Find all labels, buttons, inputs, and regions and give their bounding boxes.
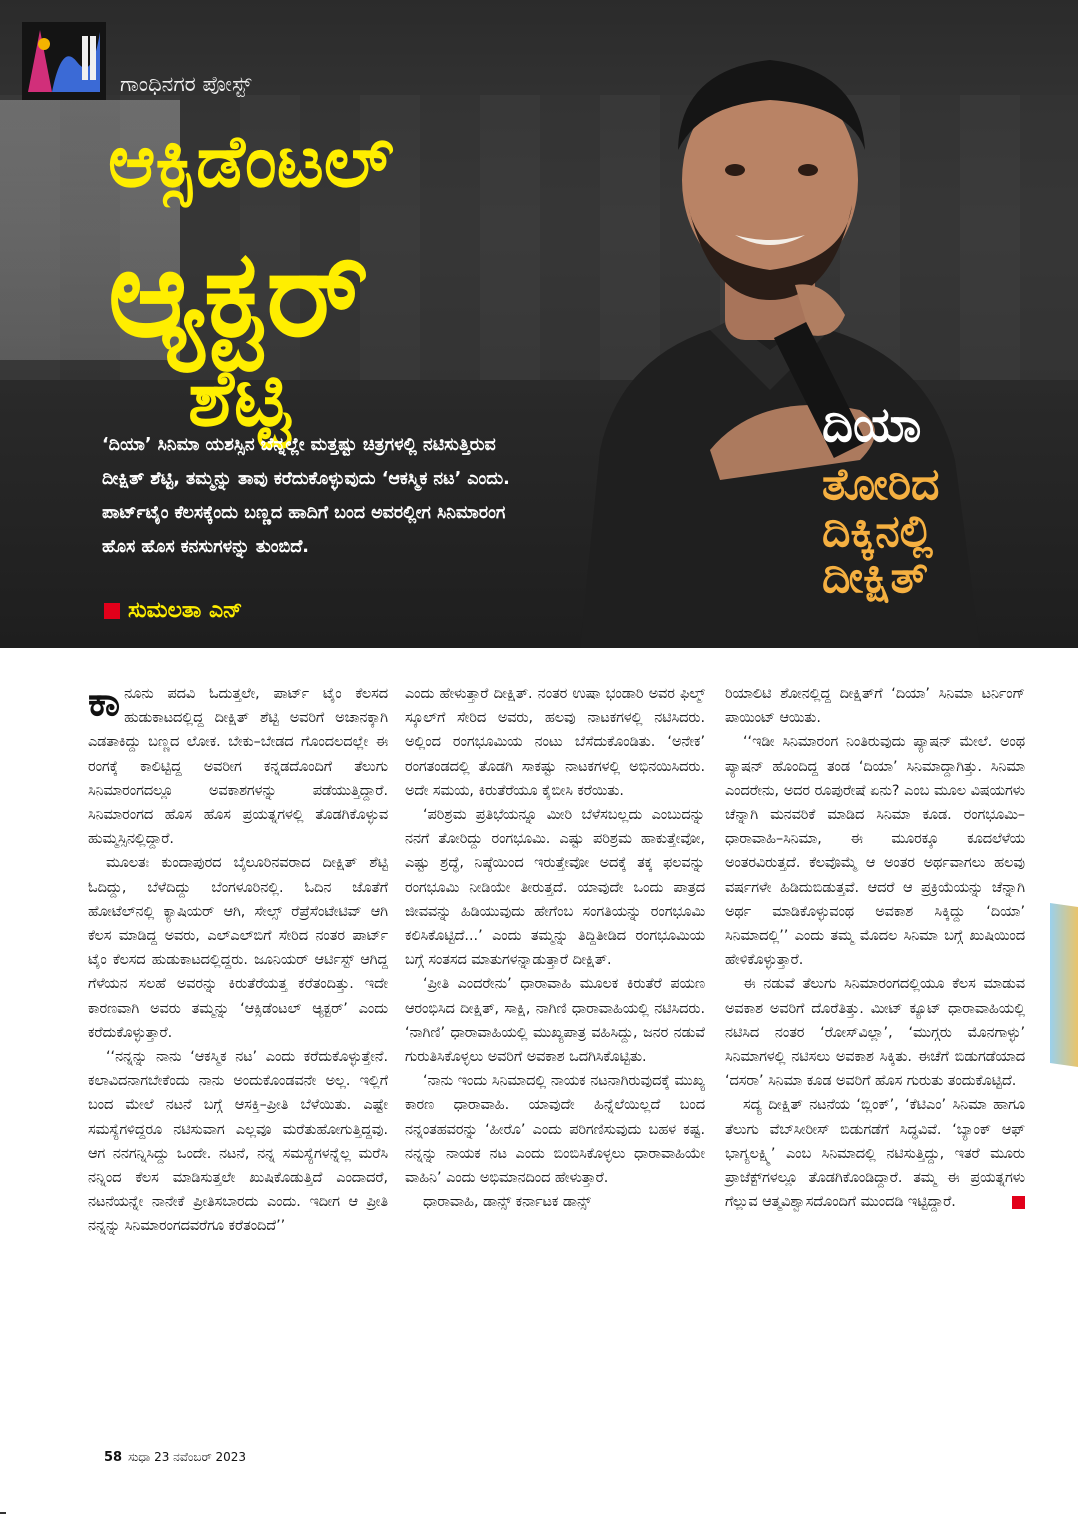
magazine-section-logo xyxy=(22,22,106,100)
article-paragraph: ‘‘ನನ್ನನ್ನು ನಾನು ‘ಆಕಸ್ಮಿಕ ನಟ’ ಎಂದು ಕರೆದುಕೊಳ್ಳುತ್ತೇನೆ. ಕಲಾವಿದನಾಗಬೇಕೆಂದು ನಾನು ಅಂದುಕೊಂಡವನೇ ಅಲ್ಲ. ಇಲ್ಲಿಗೆ ಬಂದ ಮೇಲೆ ನಟನೆ ಬಗ್ಗೆ ಆಸಕ್ತಿ–ಪ್ರೀತಿ ಬೆಳೆಯಿತು. ಎಷ್ಟೇ ಸಮಸ್ಯೆಗಳಿದ್ದರೂ ನಟಿಸುವಾಗ ಎಲ್ಲವೂ ಮರೆತುಹೋಗುತ್ತಿದ್ದವು. ಆಗ ನನಗನ್ನಿಸಿದ್ದು ಒಂದೇ. ನಟನೆ, ನನ್ನ ಸಮಸ್ಯೆಗಳನ್ನೆಲ್ಲ ಮರೆಸಿ ನನ್ನಿಂದ ಕೆಲಸ ಮಾಡಿಸುತ್ತಲೇ ಖುಷಿಕೊಡುತ್ತಿದೆ ಎಂದಾದರೆ, ನಟನೆಯನ್ನೇ ನಾನೇಕೆ ಪ್ರೀತಿಸಬಾರದು ಎಂದು. ಇದೀಗ ಆ ಪ್ರೀತಿ ನನ್ನನ್ನು ಸಿನಿಮಾರಂಗದವರೆಗೂ ಕರೆತಂದಿದೆ’’ xyxy=(88,1049,388,1235)
side-title xyxy=(822,397,940,603)
article-column-1 xyxy=(88,679,388,1239)
article-paragraph: ಧಾರಾವಾಹಿ, ಡಾನ್ಸ್ ಕರ್ನಾಟಕ ಡಾನ್ಸ್ xyxy=(423,1194,591,1211)
page-number: 58 xyxy=(104,1450,123,1465)
standfirst: ‘ದಿಯಾ’ ಸಿನಿಮಾ ಯಶಸ್ಸಿನ ಬೆನ್ನಲ್ಲೇ ಮತ್ತಷ್ಟು ಚಿತ್ರಗಳಲ್ಲಿ ನಟಿಸುತ್ತಿರುವ ದೀಕ್ಷಿತ್ ಶೆಟ್ಟಿ, ತಮ್ಮನ್ನು ತಾವು ಕರೆದುಕೊಳ್ಳುವುದು ‘ಆಕಸ್ಮಿಕ ನಟ’ ಎಂದು. ಪಾರ್ಟ್‌ಟೈಂ ಕೆಲಸಕ್ಕೆಂದು ಬಣ್ಣದ ಹಾದಿಗೆ ಬಂದ ಅವರಲ್ಲೀಗ ಸಿನಿಮಾರಂಗ ಹೊಸ ಹೊಸ ಕನಸುಗಳನ್ನು ತುಂಬಿದೆ. xyxy=(102,435,510,557)
article-paragraph: ‘ಪ್ರೀತಿ ಎಂದರೇನು’ ಧಾರಾವಾಹಿ ಮೂಲಕ ಕಿರುತೆರೆ ಪಯಣ ಆರಂಭಿಸಿದ ದೀಕ್ಷಿತ್, ಸಾಕ್ಷಿ, ನಾಗಿಣಿ ಧಾರಾವಾಹಿಯಲ್ಲಿ ನಟಿಸಿದರು. ‘ನಾಗಿಣಿ’ ಧಾರಾವಾಹಿಯಲ್ಲಿ ಮುಖ್ಯಪಾತ್ರ ವಹಿಸಿದ್ದು, ಜನರ ನಡುವೆ ಗುರುತಿಸಿಕೊಳ್ಳಲು ಅವರಿಗೆ ಅವಕಾಶ ಒದಗಿಸಿಕೊಟ್ಟಿತು. xyxy=(405,976,705,1066)
headline-line-1: ಆಕ್ಸಿಡೆಂಟಲ್ xyxy=(108,119,394,203)
end-mark-icon xyxy=(1012,1196,1025,1209)
byline-author: ಸುಮಲತಾ ಎನ್ xyxy=(128,598,243,623)
byline-marker-icon xyxy=(104,603,120,619)
article-column-3 xyxy=(725,682,1025,1214)
headline-line-2: ಆ್ಯಕ್ಟರ್ xyxy=(108,225,369,364)
article-paragraph: ಮೂಲತಃ ಕುಂದಾಪುರದ ಬೈಲೂರಿನವರಾದ ದೀಕ್ಷಿತ್ ಶೆಟ್ಟಿ ಓದಿದ್ದು, ಬೆಳೆದಿದ್ದು ಬೆಂಗಳೂರಿನಲ್ಲಿ. ಓದಿನ ಜೊತೆಗೆ ಹೋಟೆಲ್‌ನಲ್ಲಿ ಕ್ಯಾಷಿಯರ್ ಆಗಿ, ಸೇಲ್ಸ್ ರೆಪ್ರೆಸೆಂಟೇಟಿವ್ ಆಗಿ ಕೆಲಸ ಮಾಡಿದ್ದ ಅವರು, ಎಲ್‌ಎಲ್‌ಬಿಗೆ ಸೇರಿದ ನಂತರ ಪಾರ್ಟ್ ಟೈಂ ಕೆಲಸದ ಹುಡುಕಾಟದಲ್ಲಿದ್ದರು. ಜೂನಿಯರ್ ಆರ್ಟಿಸ್ಟ್ ಆಗಿದ್ದ ಗೆಳೆಯನ ಸಲಹೆ ಅವರನ್ನು ಕಿರುತೆರೆಯತ್ತ ಕರೆತಂದಿತ್ತು. ಇದೇ ಕಾರಣವಾಗಿ ಅವರು ತಮ್ಮನ್ನು ‘ಆಕ್ಸಿಡೆಂಟಲ್ ಆ್ಯಕ್ಟರ್’ ಎಂದು ಕರೆದುಕೊಳ್ಳುತ್ತಾರೆ. xyxy=(88,855,388,1041)
page-footer xyxy=(104,1450,246,1465)
article-paragraph: ಸದ್ಯ ದೀಕ್ಷಿತ್ ನಟನೆಯ ‘ಬ್ಲಿಂಕ್’, ‘ಕೆಟಿಎಂ’ ಸಿನಿಮಾ ಹಾಗೂ ತೆಲುಗು ವೆಬ್‌ಸೀರೀಸ್ ಬಿಡುಗಡೆಗೆ ಸಿದ್ಧವಿವೆ. ‘ಬ್ಯಾಂಕ್ ಆಫ್ ಭಾಗ್ಯಲಕ್ಷ್ಮಿ’ ಎಂಬ ಸಿನಿಮಾದಲ್ಲಿ ನಟಿಸುತ್ತಿದ್ದು, ಇತರೆ ಮೂರು ಪ್ರಾಜೆಕ್ಟ್‌ಗಳಲ್ಲೂ ತೊಡಗಿಕೊಂಡಿದ್ದಾರೆ. ತಮ್ಮ ಈ ಪ್ರಯತ್ನಗಳು ಗೆಲ್ಲುವ ಆತ್ಮವಿಶ್ವಾಸದೊಂದಿಗೆ ಮುಂದಡಿ ಇಟ್ಟಿದ್ದಾರೆ. xyxy=(725,1097,1025,1211)
issue-info: ಸುಧಾ 23 ನವೆಂಬರ್ 2023 xyxy=(128,1450,247,1464)
article-paragraph: ‘‘ಇಡೀ ಸಿನಿಮಾರಂಗ ನಿಂತಿರುವುದು ಪ್ಯಾಷನ್ ಮೇಲೆ. ಅಂಥ ಪ್ಯಾಷನ್ ಹೊಂದಿದ್ದ ತಂಡ ‘ದಿಯಾ’ ಸಿನಿಮಾದ್ದಾಗಿತ್ತು. ಸಿನಿಮಾ ಎಂದರೇನು, ಅದರ ರೂಪುರೇಷೆ ಏನು? ಎಂಬ ಮೂಲ ವಿಷಯಗಳು ಚೆನ್ನಾಗಿ ಮನವರಿಕೆ ಮಾಡಿದ ಸಿನಿಮಾ ಕೂಡ. ರಂಗಭೂಮಿ–ಧಾರಾವಾಹಿ–ಸಿನಿಮಾ, ಈ ಮೂರಕ್ಕೂ ಕೂದಲೆಳೆಯ ಅಂತರವಿರುತ್ತದೆ. ಕೆಲವೊಮ್ಮೆ ಆ ಅಂತರ ಅರ್ಥವಾಗಲು ಹಲವು ವರ್ಷಗಳೇ ಹಿಡಿದುಬಿಡುತ್ತವೆ. ಆದರೆ ಆ ಪ್ರಕ್ರಿಯೆಯನ್ನು ಚೆನ್ನಾಗಿ ಅರ್ಥ ಮಾಡಿಕೊಳ್ಳುವಂಥ ಅವಕಾಶ ಸಿಕ್ಕಿದ್ದು ‘ದಿಯಾ’ ಸಿನಿಮಾದಲ್ಲಿ’’ ಎಂದು ತಮ್ಮ ಮೊದಲ ಸಿನಿಮಾ ಬಗ್ಗೆ ಖುಷಿಯಿಂದ ಹೇಳಿಕೊಳ್ಳುತ್ತಾರೆ. xyxy=(725,734,1025,969)
article-paragraph: ಕಾನೂನು ಪದವಿ ಓದುತ್ತಲೇ, ಪಾರ್ಟ್ ಟೈಂ ಕೆಲಸದ ಹುಡುಕಾಟದಲ್ಲಿದ್ದ ದೀಕ್ಷಿತ್ ಶೆಟ್ಟಿ ಅವರಿಗೆ ಅಚಾನಕ್ಕಾಗಿ ಎಡತಾಕಿದ್ದು ಬಣ್ಣದ ಲೋಕ. ಬೇಕು–ಬೇಡದ ಗೊಂದಲದಲ್ಲೇ ಈ ರಂಗಕ್ಕೆ ಕಾಲಿಟ್ಟಿದ್ದ ಅವರೀಗ ಕನ್ನಡದೊಂದಿಗೆ ತೆಲುಗು ಸಿನಿಮಾರಂಗದಲ್ಲೂ ಅವಕಾಶಗಳನ್ನು ಪಡೆಯುತ್ತಿದ್ದಾರೆ. ಸಿನಿಮಾರಂಗದ ಹೊಸ ಹೊಸ ಪ್ರಯತ್ನಗಳಲ್ಲಿ ತೊಡಗಿಕೊಳ್ಳುವ ಹುಮ್ಮಸ್ಸಿನಲ್ಲಿದ್ದಾರೆ. xyxy=(88,679,388,848)
byline xyxy=(104,598,242,623)
hero-banner xyxy=(0,0,1078,648)
article-column-2 xyxy=(405,682,705,1214)
side-title-line-2: ತೋರಿದ xyxy=(822,459,940,511)
section-label: ಗಾಂಧಿನಗರ ಪೋಸ್ಟ್ xyxy=(120,72,252,96)
article-paragraph: ‘ಪರಿಶ್ರಮ ಪ್ರತಿಭೆಯನ್ನೂ ಮೀರಿ ಬೆಳೆಸಬಲ್ಲದು ಎಂಬುದನ್ನು ನನಗೆ ತೋರಿದ್ದು ರಂಗಭೂಮಿ. ಎಷ್ಟು ಪರಿಶ್ರಮ ಹಾಕುತ್ತೇವೋ, ಎಷ್ಟು ಶ್ರದ್ಧೆ, ನಿಷ್ಠೆಯಿಂದ ಇರುತ್ತೇವೋ ಅದಕ್ಕೆ ತಕ್ಕ ಫಲವನ್ನು ರಂಗಭೂಮಿ ನೀಡಿಯೇ ತೀರುತ್ತದೆ. ಯಾವುದೇ ಒಂದು ಪಾತ್ರದ ಜೀವವನ್ನು ಹಿಡಿಯುವುದು ಹೇಗೆಂಬ ಸಂಗತಿಯನ್ನು ರಂಗಭೂಮಿ ಕಲಿಸಿಕೊಟ್ಟಿದೆ...’ ಎಂದು ತಮ್ಮನ್ನು ತಿದ್ದಿತೀಡಿದ ರಂಗಭೂಮಿಯ ಬಗ್ಗೆ ಸಂತಸದ ಮಾತುಗಳನ್ನಾಡುತ್ತಾರೆ ದೀಕ್ಷಿತ್. xyxy=(405,807,705,969)
side-title-line-1: ದಿಯಾ xyxy=(822,397,922,453)
drop-cap: ಕಾ xyxy=(88,679,121,725)
article-paragraph: ‘ನಾನು ಇಂದು ಸಿನಿಮಾದಲ್ಲಿ ನಾಯಕ ನಟನಾಗಿರುವುದಕ್ಕೆ ಮುಖ್ಯ ಕಾರಣ ಧಾರಾವಾಹಿ. ಯಾವುದೇ ಹಿನ್ನೆಲೆಯಿಲ್ಲದೆ ಬಂದ ನನ್ನಂತಹವರನ್ನು ‘ಹೀರೊ’ ಎಂದು ಪರಿಗಣಿಸುವುದು ಬಹಳ ಕಷ್ಟ. ನನ್ನನ್ನು ನಾಯಕ ನಟ ಎಂದು ಬಿಂಬಿಸಿಕೊಳ್ಳಲು ಧಾರಾವಾಹಿಯೇ ವಾಹಿನಿ’ ಎಂದು ಅಭಿಮಾನದಿಂದ ಹೇಳುತ್ತಾರೆ. xyxy=(405,1073,705,1187)
side-title-line-4: ದೀಕ್ಷಿತ್ xyxy=(822,551,929,603)
side-title-line-3: ದಿಕ್ಕಿನಲ್ಲಿ xyxy=(822,505,933,557)
article-paragraph: ರಿಯಾಲಿಟಿ ಶೋನಲ್ಲಿದ್ದ ದೀಕ್ಷಿತ್‌ಗೆ ‘ದಿಯಾ’ ಸಿನಿಮಾ ಟರ್ನಿಂಗ್ ಪಾಯಿಂಟ್ ಆಯಿತು. xyxy=(725,686,1025,727)
crop-mark xyxy=(0,1512,6,1514)
adjacent-page-photo xyxy=(1050,903,1078,1067)
article-paragraph: ಎಂದು ಹೇಳುತ್ತಾರೆ ದೀಕ್ಷಿತ್. ನಂತರ ಉಷಾ ಭಂಡಾರಿ ಅವರ ಫಿಲ್ಮ್ ಸ್ಕೂಲ್‌ಗೆ ಸೇರಿದ ಅವರು, ಹಲವು ನಾಟಕಗಳಲ್ಲಿ ನಟಿಸಿದರು. ಅಲ್ಲಿಂದ ರಂಗಭೂಮಿಯ ನಂಟು ಬೆಸೆದುಕೊಂಡಿತು. ‘ಅನೇಕ’ ರಂಗತಂಡದಲ್ಲಿ ತೊಡಗಿ ಸಾಕಷ್ಟು ನಾಟಕಗಳಲ್ಲಿ ಅಭಿನಯಿಸಿದರು. ಅದೇ ಸಮಯ, ಕಿರುತೆರೆಯೂ ಕೈಬೀಸಿ ಕರೆಯಿತು. xyxy=(405,686,705,799)
article-paragraph: ಈ ನಡುವೆ ತೆಲುಗು ಸಿನಿಮಾರಂಗದಲ್ಲಿಯೂ ಕೆಲಸ ಮಾಡುವ ಅವಕಾಶ ಅವರಿಗೆ ದೊರೆತಿತ್ತು. ಮೀಟ್ ಕ್ಯೂಟ್ ಧಾರಾವಾಹಿಯಲ್ಲಿ ನಟಿಸಿದ ನಂತರ ‘ರೋಸ್‌ವಿಲ್ಲಾ’, ‘ಮುಗ್ಗರು ಮೊನಗಾಳ್ಳು’ ಸಿನಿಮಾಗಳಲ್ಲಿ ನಟಿಸಲು ಅವಕಾಶ ಸಿಕ್ಕಿತು. ಈಚೆಗೆ ಬಿಡುಗಡೆಯಾದ ‘ದಸರಾ’ ಸಿನಿಮಾ ಕೂಡ ಅವರಿಗೆ ಹೊಸ ಗುರುತು ತಂದುಕೊಟ್ಟಿದೆ. xyxy=(725,976,1025,1090)
headline-line-3: ಶೆಟ್ಟಿ xyxy=(188,354,291,444)
